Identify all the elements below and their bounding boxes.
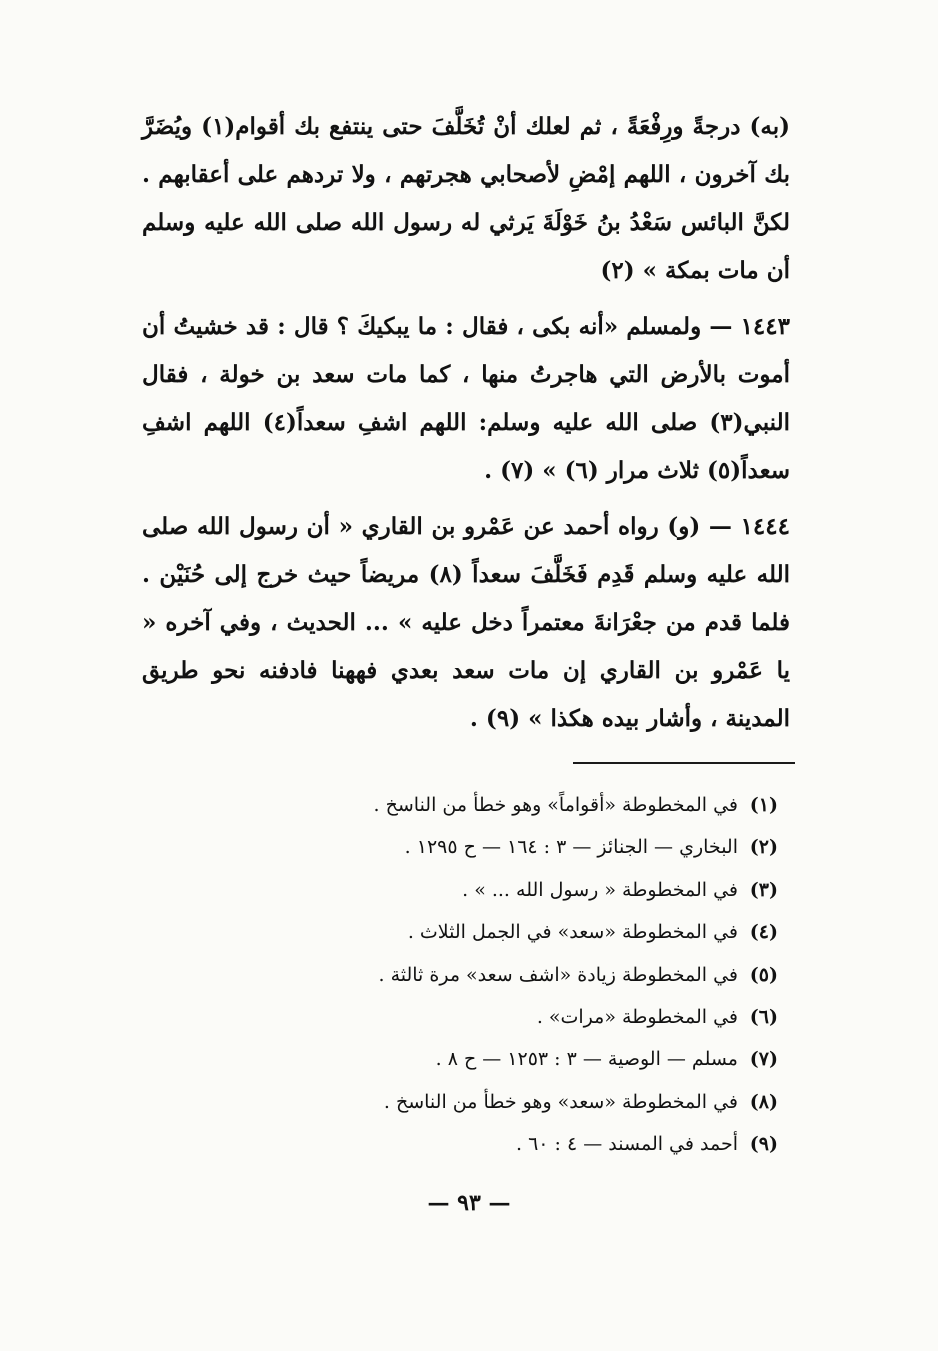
footnote-number: (٦): [749, 1006, 778, 1029]
footnote-item: [258, 1081, 778, 1123]
footnote-item: [258, 996, 778, 1038]
footnote-item: [258, 826, 778, 868]
page-number: — ٩٣ —: [427, 1190, 511, 1216]
footnotes-list: [258, 784, 778, 1166]
footnote-number: (٤): [749, 921, 778, 944]
footnote-text: البخاري — الجنائز — ٣ : ١٦٤ — ح ١٢٩٥ .: [404, 836, 738, 859]
footnote-text: في المخطوطة «مرات» .: [536, 1006, 738, 1029]
footnote-text: في المخطوطة زيادة «اشف سعد» مرة ثالثة .: [378, 963, 738, 986]
footnote-text: في المخطوطة «أقواماً» وهو خطأ من الناسخ .: [373, 794, 738, 816]
footnote-item: [258, 869, 778, 911]
footnote-text: في المخطوطة «سعد» وهو خطأ من الناسخ .: [383, 1090, 738, 1113]
footnote-number: (٨): [749, 1090, 778, 1113]
footnote-number: (٥): [749, 963, 778, 986]
footnote-item: [258, 1123, 778, 1165]
paragraph-hadith-1443: ١٤٤٣ — ولمسلم «أنه بكى ، فقال : ما يبكيكَ ؟ قال : قد خشيتُ أن أموت بالأرض التي هاجرتُ منها ، كما مات سعد بن خولة ، فقال النبي(٣) صلى الله عليه وسلم: اللهم اشفِ سعداً(٤) اللهم اشفِ سعداً(٥) ثلاث مرار (٦) » (٧) .: [142, 313, 790, 484]
footnote-number: (٧): [749, 1048, 778, 1071]
footnote-text: أحمد في المسند — ٤ : ٦٠ .: [516, 1133, 738, 1156]
footnote-item: [258, 1038, 778, 1080]
footnote-text: مسلم — الوصية — ٣ : ١٢٥٣ — ح ٨ .: [435, 1048, 738, 1071]
footnote-item: [258, 954, 778, 996]
footnote-item: [258, 911, 778, 953]
footnote-number: (٢): [749, 836, 778, 859]
paragraph-hadith-1444: ١٤٤٤ — (و) رواه أحمد عن عَمْرو بن القاري « أن رسول الله صلى الله عليه وسلم قَدِم فَخَلَّفَ سعداً (٨) مريضاً حيث خرج إلى حُنَيْن . فلما قدم من جعْرَانةَ معتمراً دخل عليه » ... الحديث ، وفي آخره « يا عَمْرو بن القاري إن مات سعد بعدي فههنا فادفنه نحو طريق المدينة ، وأشار بيده هكذا » (٩) .: [142, 513, 790, 732]
footnote-separator: [573, 762, 795, 764]
footnote-number: (١): [749, 794, 778, 816]
paragraph-1: (به) درجةً ورِفْعَةً ، ثم لعلك أنْ تُخَلَّفَ حتى ينتفع بك أقوام(١) ويُضَرَّ بك آخرون ، اللهم إمْضِ لأصحابي هجرتهم ، ولا تردهم على أعقابهم . لكنَّ البائس سَعْدُ بنُ خَوْلَةَ يَرثي له رسول الله صلى الله عليه وسلم أن مات بمكة » (٢): [142, 113, 790, 284]
footnote-number: (٣): [749, 878, 778, 901]
footnote-item: [258, 784, 778, 826]
footnote-number: (٩): [749, 1133, 778, 1156]
footnote-text: في المخطوطة «سعد» في الجمل الثلاث .: [407, 921, 738, 944]
footnote-text: في المخطوطة « رسول الله ... » .: [462, 878, 738, 901]
